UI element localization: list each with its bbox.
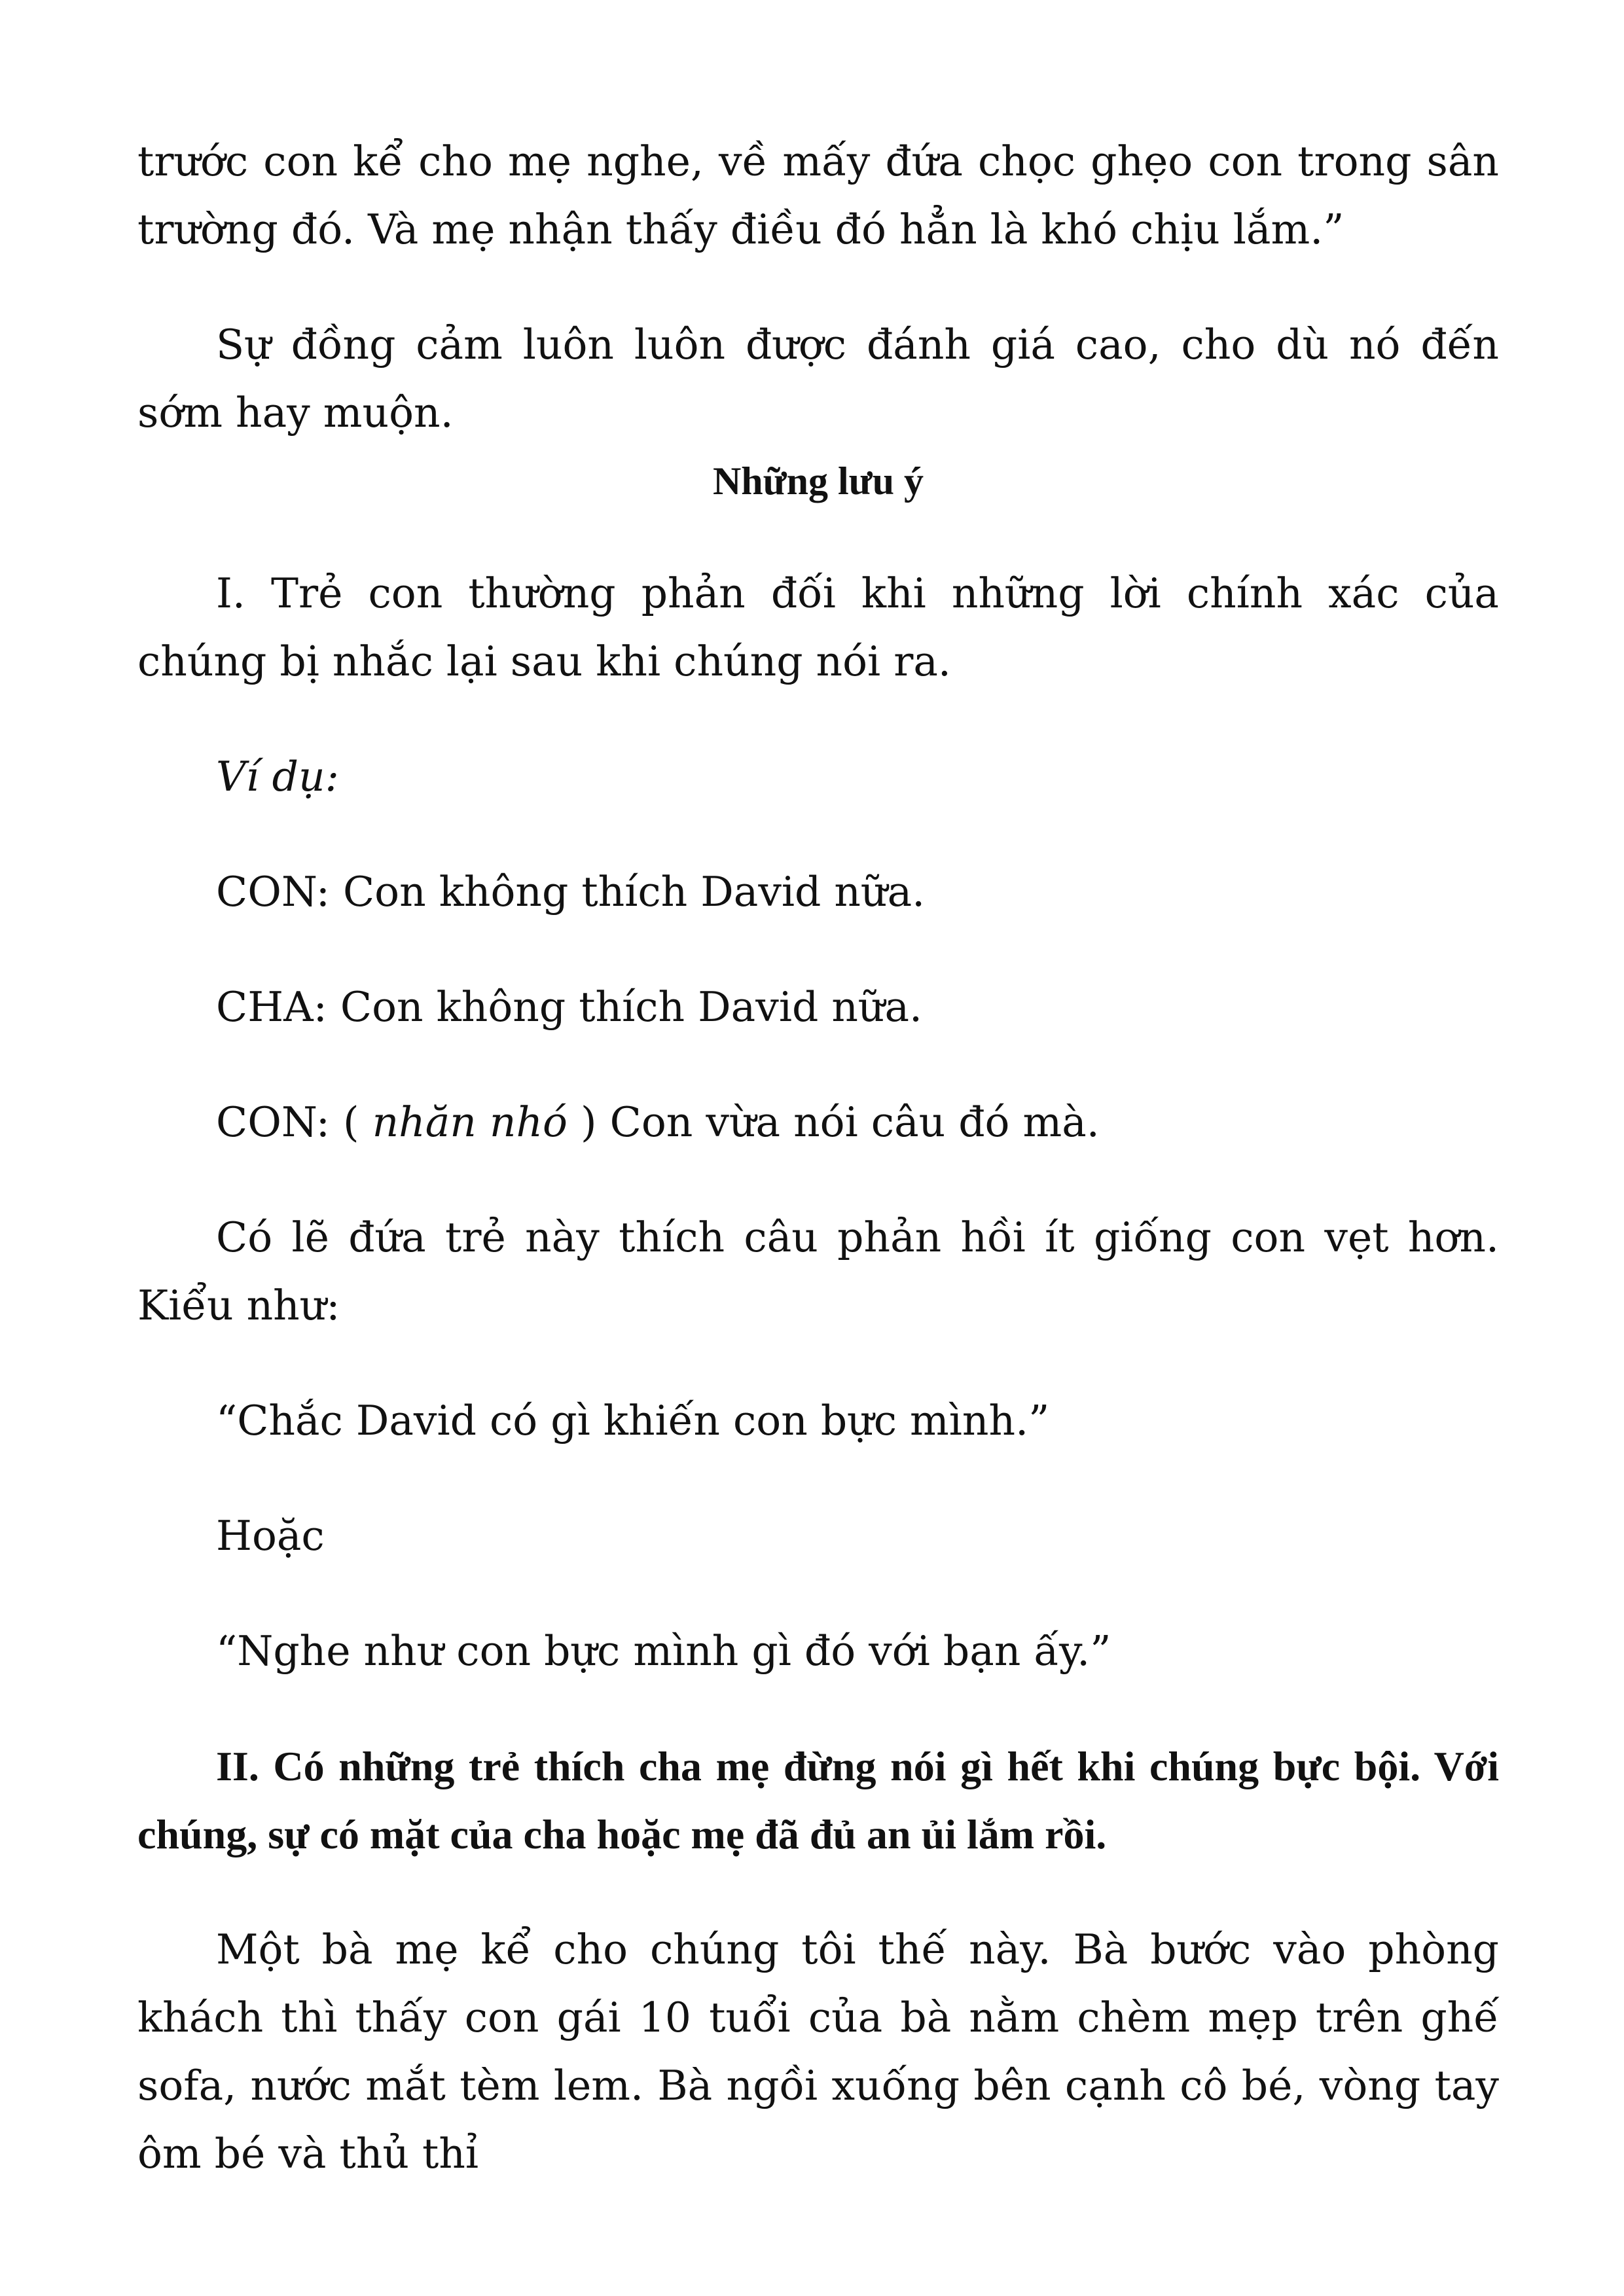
paragraph-story: Một bà mẹ kể cho chúng tôi thế này. Bà bước vào phòng khách thì thấy con gái 10 tuổi của bà nằm chèm mẹp trên ghế sofa, nước mắt tèm lem. Bà ngồi xuống bên cạnh cô bé, vòng tay ôm bé và thủ thỉ: [137, 1926, 1499, 2178]
paragraph-continuation: trước con kể cho mẹ nghe, về mấy đứa chọc ghẹo con trong sân trường đó. Và mẹ nhận thấy điều đó hẳn là khó chịu lắm.”: [137, 137, 1499, 253]
document-page: [137, 128, 1499, 2188]
example-label: Ví dụ:: [216, 753, 339, 800]
note-two: II. Có những trẻ thích cha mẹ đừng nói gì hết khi chúng bực bội. Với chúng, sự có mặt của cha hoặc mẹ đã đủ an ủi lắm rồi.: [137, 1743, 1499, 1857]
dialog-line-father: CHA: Con không thích David nữa.: [216, 983, 923, 1031]
dialog-line-child: CON: Con không thích David nữa.: [216, 868, 926, 916]
section-heading: Những lưu ý: [712, 459, 924, 503]
dialog-prefix: CON: (: [216, 1098, 372, 1146]
dialog-line-child-reply: [137, 1088, 1499, 1157]
quote-two: “Nghe như con bực mình gì đó với bạn ấy.”: [216, 1627, 1111, 1675]
dialog-suffix: ) Con vừa nói câu đó mà.: [567, 1098, 1100, 1146]
stage-direction: nhăn nhó: [372, 1098, 568, 1146]
note-one: I. Trẻ con thường phản đối khi những lời chính xác của chúng bị nhắc lại sau khi chúng nói ra.: [137, 569, 1499, 685]
quote-one: “Chắc David có gì khiến con bực mình.”: [216, 1397, 1050, 1444]
paragraph-parrot: Có lẽ đứa trẻ này thích câu phản hồi ít giống con vẹt hơn. Kiểu như:: [137, 1213, 1499, 1329]
paragraph-empathy: Sự đồng cảm luôn luôn được đánh giá cao, cho dù nó đến sớm hay muộn.: [137, 321, 1499, 437]
or-label: Hoặc: [216, 1512, 325, 1560]
